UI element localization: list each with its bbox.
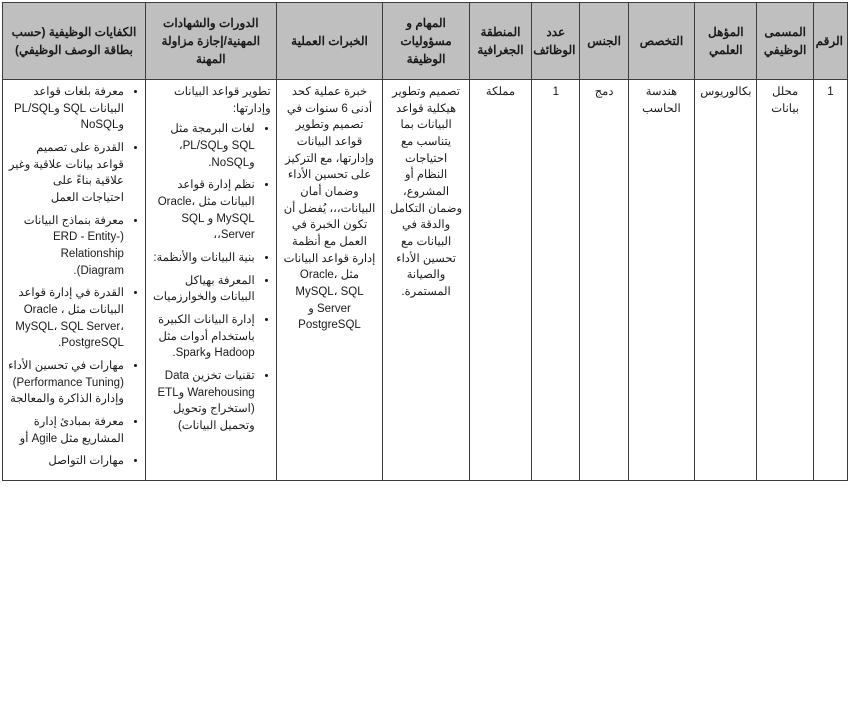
competencies-list	[8, 84, 140, 470]
cell-competencies	[3, 80, 146, 481]
list-item: • معرفة بنماذج البيانات (ERD - Entity-Relationship Diagram).	[8, 213, 124, 280]
table-body	[3, 80, 848, 481]
header-cell-specialty: التخصص	[628, 3, 694, 80]
header-cell-competencies: الكفايات الوظيفية (حسب بطاقة الوصف الوظيفي)	[3, 3, 146, 80]
courses-lead-text: تطوير قواعد البيانات وإدارتها:	[173, 86, 271, 115]
cell-courses	[145, 80, 276, 481]
header-cell-vacancies: عدد الوظائف	[532, 3, 580, 80]
list-item: • مهارات التواصل	[8, 453, 124, 470]
list-item: • معرفة بلغات قواعد البيانات SQL وPL/SQL وNoSQL	[8, 84, 124, 134]
list-item: • مهارات في تحسين الأداء (Performance Tuning) وإدارة الذاكرة والمعالجة	[8, 358, 124, 408]
header-row	[3, 3, 848, 80]
header-cell-education: المؤهل العلمي	[695, 3, 757, 80]
header-cell-gender: الجنس	[580, 3, 628, 80]
cell-region: مملكة	[469, 80, 531, 481]
list-item: • المعرفة بهياكل البيانات والخوارزميات	[151, 273, 255, 306]
cell-gender: دمج	[580, 80, 628, 481]
page-bottom-clip	[0, 717, 850, 723]
header-cell-experience: الخبرات العملية	[276, 3, 383, 80]
job-description-table	[2, 2, 848, 481]
header-cell-number: الرقم	[813, 3, 847, 80]
cell-education: بكالوريوس	[695, 80, 757, 481]
header-cell-courses: الدورات والشهادات المهنية/إجازة مزاولة المهنة	[145, 3, 276, 80]
header-cell-region: المنطقة الجغرافية	[469, 3, 531, 80]
table-row	[3, 80, 848, 481]
list-item: • تقنيات تخزين Data Warehousing وETL (استخراج وتحويل وتحميل البيانات)	[151, 368, 255, 435]
cell-number: 1	[813, 80, 847, 481]
list-item: • إدارة البيانات الكبيرة باستخدام أدوات مثل Hadoop وSpark.	[151, 312, 255, 362]
cell-job-title: محلل بيانات	[757, 80, 813, 481]
courses-list	[151, 121, 271, 434]
cell-vacancies: 1	[532, 80, 580, 481]
list-item: • معرفة بمبادئ إدارة المشاريع مثل Agile أو	[8, 414, 124, 447]
list-item: • القدرة في إدارة قواعد البيانات مثل Oracle ، MySQL، SQL Server، PostgreSQL.	[8, 285, 124, 352]
list-item: • القدرة على تصميم قواعد بيانات علاقية وغير علاقية بناءً على احتياجات العمل	[8, 140, 124, 207]
list-item: • لغات البرمجة مثل SQL وPL/SQL، وNoSQL.	[151, 121, 255, 171]
header-cell-tasks: المهام و مسؤوليات الوظيفة	[383, 3, 470, 80]
cell-specialty: هندسة الحاسب	[628, 80, 694, 481]
list-item: • نظم إدارة قواعد البيانات مثل Oracle، MySQL و SQL Server،،	[151, 177, 255, 244]
cell-experience: خبرة عملية كحد أدنى 6 سنوات في تصميم وتطوير قواعد البيانات وإدارتها، مع التركيز على تحسين الأداء وضمان أمان البيانات،،، يُفضل أن تكون الخبرة في العمل مع أنظمة إدارة قواعد البيانات مثل Oracle، MySQL، SQL Server و PostgreSQL	[276, 80, 383, 481]
list-item: • بنية البيانات والأنظمة:	[151, 250, 255, 267]
table-header	[3, 3, 848, 80]
header-cell-job-title: المسمى الوظيفي	[757, 3, 813, 80]
cell-tasks: تصميم وتطوير هيكلية قواعد البيانات بما يتناسب مع احتياجات النظام أو المشروع، وضمان التكامل والدقة في البيانات مع تحسين الأداء والصيانة المستمرة.	[383, 80, 470, 481]
